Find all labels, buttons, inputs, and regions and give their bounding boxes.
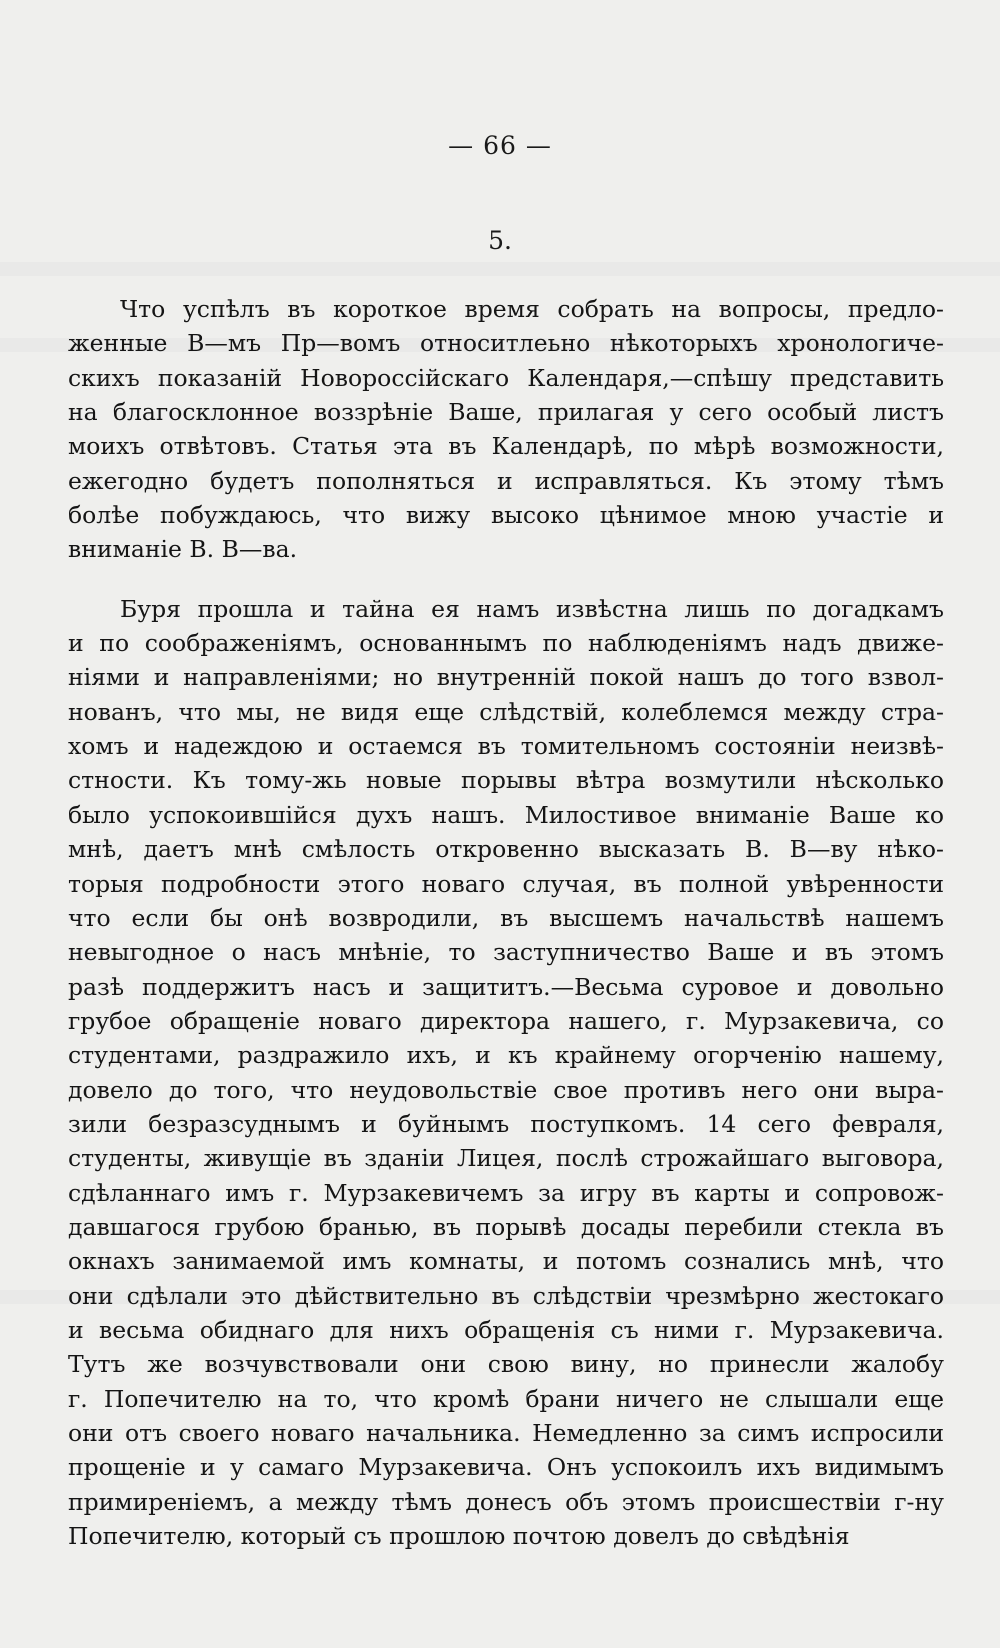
section-number: 5. bbox=[488, 226, 512, 255]
text-line: стности. Къ тому-жь новые порывы вѣтра возмутили нѣсколько bbox=[68, 766, 944, 795]
text-line: студенты, живущіе въ зданіи Лицея, послѣ строжайшаго выговора, bbox=[68, 1144, 944, 1173]
text-line: и по соображеніямъ, основаннымъ по наблюденіямъ надъ движе- bbox=[68, 629, 944, 658]
text-line: женные В—мъ Пр—вомъ относитлеьно нѣкоторыхъ хронологиче- bbox=[68, 329, 944, 358]
text-line: зили безразсуднымъ и буйнымъ поступкомъ. 14 сего февраля, bbox=[68, 1109, 944, 1138]
text-line: ежегодно будетъ пополняться и исправляться. Къ этому тѣмъ bbox=[68, 466, 944, 495]
body-text bbox=[68, 292, 944, 1553]
text-line: вниманіе В. В—ва. bbox=[68, 535, 298, 564]
text-line: сдѣланнаго имъ г. Мурзакевичемъ за игру въ карты и сопровож- bbox=[68, 1178, 944, 1207]
text-line: и весьма обиднаго для нихъ обращенія съ ними г. Мурзакевича. bbox=[68, 1315, 944, 1344]
text-line: студентами, раздражило ихъ, и къ крайнему огорченію нашему, bbox=[68, 1041, 944, 1070]
text-line: на благосклонное воззрѣніе Ваше, прилагая у сего особый листъ bbox=[68, 398, 944, 427]
text-line: нованъ, что мы, не видя еще слѣдствій, колеблемся между стра- bbox=[68, 697, 944, 726]
text-line: Тутъ же возчувствовали они свою вину, но принесли жалобу bbox=[68, 1350, 944, 1379]
text-line: мнѣ, даетъ мнѣ смѣлость откровенно высказать В. В—ву нѣко- bbox=[68, 835, 944, 864]
text-line: они отъ своего новаго начальника. Немедленно за симъ испросили bbox=[68, 1419, 944, 1447]
text-line: разѣ поддержитъ насъ и защититъ.—Весьма суровое и довольно bbox=[68, 972, 944, 1001]
text-line: они сдѣлали это дѣйствительно въ слѣдствіи чрезмѣрно жестокаго bbox=[68, 1281, 944, 1310]
text-line: невыгодное о насъ мнѣніе, то заступничество Ваше и въ этомъ bbox=[68, 938, 944, 967]
text-line: Что успѣлъ въ короткое время собрать на вопросы, предло- bbox=[120, 295, 944, 323]
show-through-line bbox=[0, 262, 1000, 276]
page-number: — 66 — bbox=[448, 131, 552, 160]
text-line: торыя подробности этого новаго случая, въ полной увѣренности bbox=[68, 869, 944, 898]
text-line: Буря прошла и тайна ея намъ извѣстна лишь по догадкамъ bbox=[120, 594, 944, 623]
text-line: окнахъ занимаемой имъ комнаты, и потомъ сознались мнѣ, что bbox=[68, 1247, 944, 1276]
text-line: давшагося грубою бранью, въ порывѣ досады перебили стекла въ bbox=[68, 1212, 944, 1241]
text-line: Попечителю, который съ прошлою почтою довелъ до свѣдѣнія bbox=[68, 1522, 850, 1551]
text-line: моихъ отвѣтовъ. Статья эта въ Календарѣ, по мѣрѣ возможности, bbox=[68, 432, 944, 461]
text-line: было успокоившійся духъ нашъ. Милостивое вниманіе Ваше ко bbox=[68, 800, 944, 829]
text-line: довело до того, что неудовольствіе свое противъ него они выра- bbox=[68, 1075, 944, 1104]
text-line: хомъ и надеждою и остаемся въ томительномъ состояніи неизвѣ- bbox=[68, 732, 944, 761]
text-line: прощеніе и у самаго Мурзакевича. Онъ успокоилъ ихъ видимымъ bbox=[68, 1453, 944, 1482]
text-line: скихъ показаній Новороссійскаго Календаря,—спѣшу представить bbox=[68, 363, 944, 392]
text-line: болѣе побуждаюсь, что вижу высоко цѣнимое мною участіе и bbox=[68, 501, 944, 530]
text-line: что если бы онѣ возвродили, въ высшемъ начальствѣ нашемъ bbox=[68, 903, 944, 932]
text-line: г. Попечителю на то, что кромѣ брани ничего не слышали еще bbox=[68, 1384, 944, 1413]
text-line: ніями и направленіями; но внутренній покой нашъ до того взвол- bbox=[68, 663, 944, 692]
paragraph bbox=[68, 592, 944, 1554]
text-line: грубое обращеніе новаго директора нашего, г. Мурзакевича, со bbox=[68, 1006, 944, 1035]
text-line: примиреніемъ, а между тѣмъ донесъ объ этомъ происшествіи г-ну bbox=[68, 1487, 944, 1516]
paragraph bbox=[68, 292, 944, 567]
